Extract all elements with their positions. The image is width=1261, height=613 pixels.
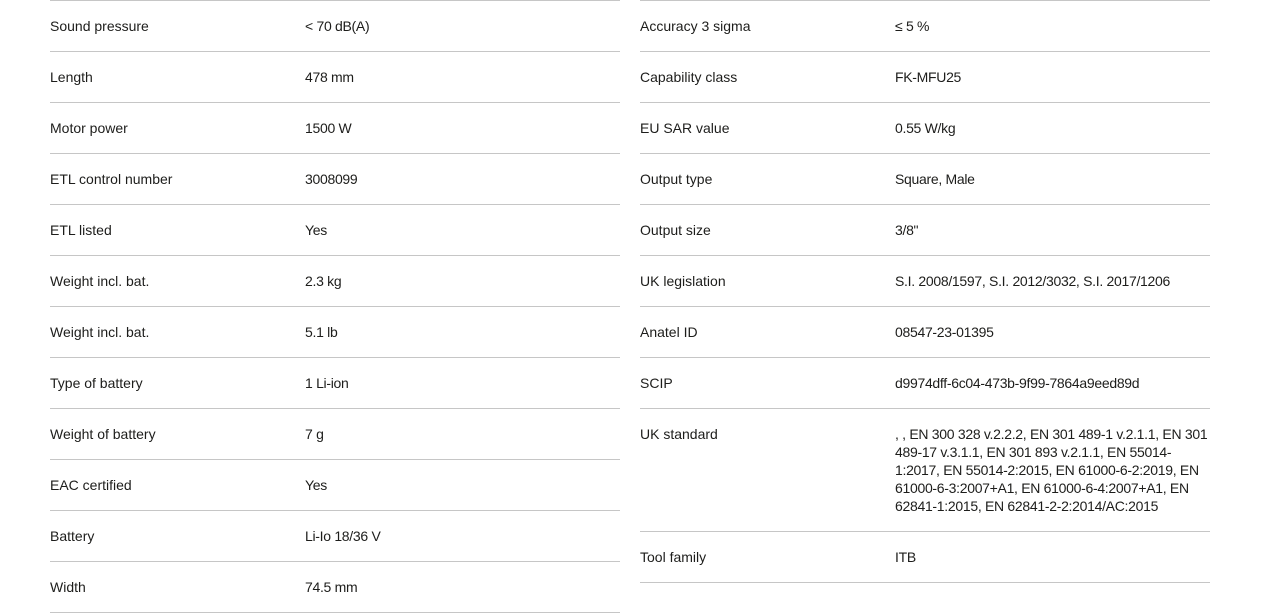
spec-row [50, 102, 620, 153]
spec-label: Accuracy 3 sigma [640, 18, 751, 34]
spec-row [50, 0, 620, 51]
spec-row [640, 408, 1210, 531]
spec-value: Yes [305, 222, 327, 238]
spec-row [50, 204, 620, 255]
spec-table-left [50, 0, 620, 613]
spec-table-right [640, 0, 1210, 583]
spec-label: EU SAR value [640, 120, 730, 136]
spec-value: 1 Li-ion [305, 375, 349, 391]
spec-value: 7 g [305, 426, 324, 442]
spec-row [640, 51, 1210, 102]
spec-value: Square, Male [895, 171, 975, 187]
spec-value: 1500 W [305, 120, 352, 136]
spec-row [50, 153, 620, 204]
spec-value: < 70 dB(A) [305, 18, 370, 34]
spec-label: Motor power [50, 120, 128, 136]
spec-value: 478 mm [305, 69, 354, 85]
spec-label: Battery [50, 528, 95, 544]
spec-value: d9974dff-6c04-473b-9f99-7864a9eed89d [895, 375, 1140, 391]
spec-value: 74.5 mm [305, 579, 358, 595]
spec-label: UK legislation [640, 273, 726, 289]
spec-row [640, 204, 1210, 255]
spec-row [640, 357, 1210, 408]
spec-label: ETL control number [50, 171, 173, 187]
spec-row [640, 531, 1210, 582]
spec-label: SCIP [640, 375, 673, 391]
spec-row [50, 357, 620, 408]
spec-label: Weight incl. bat. [50, 324, 150, 340]
spec-label: Output size [640, 222, 711, 238]
spec-value: Li-Io 18/36 V [305, 528, 381, 544]
spec-row [50, 306, 620, 357]
spec-label: Width [50, 579, 86, 595]
spec-label: Output type [640, 171, 713, 187]
spec-label: Sound pressure [50, 18, 149, 34]
spec-value: ≤ 5 % [895, 18, 930, 34]
spec-row [640, 153, 1210, 204]
spec-value: S.I. 2008/1597, S.I. 2012/3032, S.I. 2017/1206 [895, 273, 1170, 289]
spec-label: Tool family [640, 549, 707, 565]
spec-label: Weight of battery [50, 426, 156, 442]
spec-label: Length [50, 69, 93, 85]
spec-row [50, 510, 620, 561]
spec-row [640, 306, 1210, 357]
spec-value: FK-MFU25 [895, 69, 962, 85]
spec-value: 3/8" [895, 222, 919, 238]
spec-row [640, 102, 1210, 153]
spec-value: ITB [895, 549, 916, 565]
spec-row [50, 561, 620, 612]
spec-label: Weight incl. bat. [50, 273, 150, 289]
spec-value: Yes [305, 477, 327, 493]
spec-value: 08547-23-01395 [895, 324, 994, 340]
spec-value: , , EN 300 328 v.2.2.2, EN 301 489-1 v.2.1.1, EN 301 489-17 v.3.1.1, EN 301 893 v.2.1.1, EN 55014-1:2017, EN 55014-2:2015, EN 61000-6-2:2019, EN 61000-6-3:2007+A1, EN 61000-6-4:2007+A1, EN 62841-1:2015, EN 62841-2-2:2014/AC:2015 [895, 426, 1208, 514]
spec-row [50, 51, 620, 102]
spec-row [50, 459, 620, 510]
spec-row [640, 255, 1210, 306]
spec-label: ETL listed [50, 222, 112, 238]
spec-value: 5.1 lb [305, 324, 338, 340]
spec-label: Capability class [640, 69, 738, 85]
spec-label: Type of battery [50, 375, 143, 391]
spec-label: UK standard [640, 426, 718, 442]
spec-label: EAC certified [50, 477, 132, 493]
spec-value: 3008099 [305, 171, 358, 187]
spec-value: 2.3 kg [305, 273, 342, 289]
spec-value: 0.55 W/kg [895, 120, 956, 136]
spec-row [640, 0, 1210, 51]
spec-row [50, 408, 620, 459]
spec-label: Anatel ID [640, 324, 698, 340]
spec-row [50, 255, 620, 306]
